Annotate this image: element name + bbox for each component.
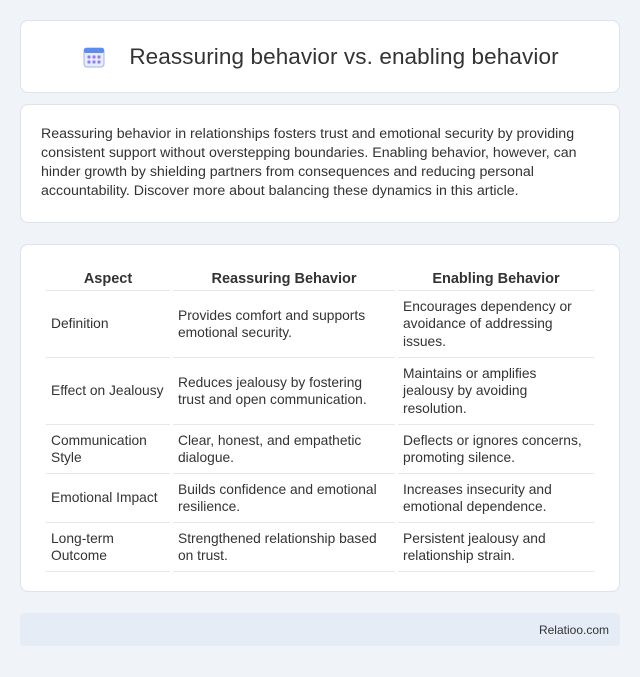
cell-enabling: Encourages dependency or avoidance of addressing issues. xyxy=(398,291,594,358)
cell-reassuring: Builds confidence and emotional resilience. xyxy=(173,474,395,523)
cell-reassuring: Clear, honest, and empathetic dialogue. xyxy=(173,425,395,474)
table-header-row xyxy=(46,265,594,291)
footer-brand[interactable]: Relatioo.com xyxy=(538,622,609,637)
intro-card xyxy=(20,104,620,223)
cell-enabling: Increases insecurity and emotional dependence. xyxy=(398,474,594,523)
calendar-grid-icon xyxy=(81,44,107,70)
header-reassuring: Reassuring Behavior xyxy=(173,265,395,291)
table-row xyxy=(46,474,594,523)
cell-reassuring: Reduces jealousy by fostering trust and open communication. xyxy=(173,358,395,425)
table-row xyxy=(46,523,594,572)
header-enabling: Enabling Behavior xyxy=(398,265,594,291)
cell-enabling: Persistent jealousy and relationship strain. xyxy=(398,523,594,572)
intro-text: Reassuring behavior in relationships fosters trust and emotional security by providing consistent support without overstepping boundaries. Enabling behavior, however, can hinder growth by shielding partners from consequences and reducing personal accountability. Discover more about balancing these dynamics in this article. xyxy=(41,126,577,199)
cell-aspect: Communication Style xyxy=(46,425,170,474)
cell-reassuring: Strengthened relationship based on trust. xyxy=(173,523,395,572)
cell-aspect: Definition xyxy=(46,291,170,358)
header-aspect: Aspect xyxy=(46,265,170,291)
title-card xyxy=(20,20,620,93)
footer xyxy=(20,613,620,646)
comparison-card xyxy=(20,244,620,592)
page-title: Reassuring behavior vs. enabling behavior xyxy=(129,43,559,69)
comparison-table xyxy=(43,265,597,572)
table-row xyxy=(46,291,594,358)
cell-aspect: Effect on Jealousy xyxy=(46,358,170,425)
cell-enabling: Deflects or ignores concerns, promoting silence. xyxy=(398,425,594,474)
cell-aspect: Emotional Impact xyxy=(46,474,170,523)
cell-enabling: Maintains or amplifies jealousy by avoiding resolution. xyxy=(398,358,594,425)
cell-reassuring: Provides comfort and supports emotional security. xyxy=(173,291,395,358)
cell-aspect: Long-term Outcome xyxy=(46,523,170,572)
table-row xyxy=(46,425,594,474)
table-row xyxy=(46,358,594,425)
